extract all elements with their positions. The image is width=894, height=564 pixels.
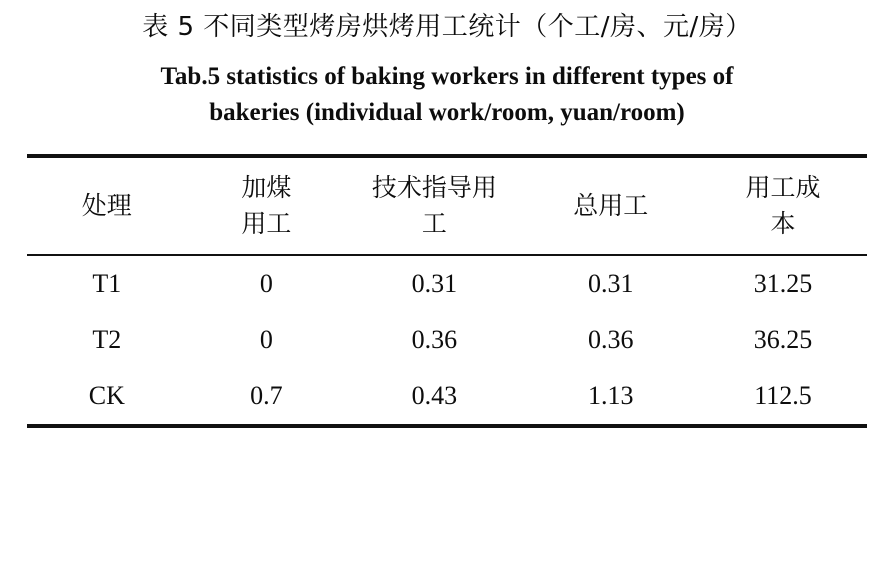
- column-header-labor-cost-line1: 用工成: [745, 172, 821, 202]
- column-header-coal-labor-line1: 加煤: [241, 172, 292, 202]
- column-header-treatment: [27, 156, 187, 256]
- column-header-coal-labor-line2: 用工: [241, 208, 292, 238]
- column-header-technical-guidance-labor-line2: 工: [421, 208, 447, 238]
- cell-total-labor: 0.36: [588, 325, 634, 355]
- cell-treatment: CK: [27, 368, 187, 426]
- cell-coal-labor: 0: [259, 269, 273, 299]
- statistics-table: [27, 154, 867, 429]
- cell-technical-guidance-labor: 0.43: [346, 368, 522, 426]
- cell-treatment: T1: [92, 269, 122, 299]
- table-caption-chinese: 表 5 不同类型烤房烘烤用工统计（个工/房、元/房）: [142, 12, 752, 42]
- cell-total-labor: 1.13: [523, 368, 699, 426]
- cell-technical-guidance-labor: 0.31: [411, 269, 458, 299]
- column-header-coal-labor: [187, 156, 347, 256]
- column-header-total-labor: [523, 156, 699, 256]
- column-header-treatment-line1: 处理: [81, 190, 132, 220]
- cell-coal-labor: 0.7: [187, 368, 347, 426]
- table-row: [27, 368, 867, 426]
- table-caption-english-line1: Tab.5 statistics of baking workers in different types of: [160, 63, 734, 91]
- table-row: [27, 255, 867, 312]
- column-header-labor-cost: [699, 156, 867, 256]
- cell-total-labor: 0.31: [588, 269, 634, 299]
- column-header-labor-cost-line2: 本: [770, 208, 796, 238]
- column-header-technical-guidance-labor-line1: 技术指导用: [371, 172, 497, 202]
- cell-technical-guidance-labor: 0.36: [411, 325, 458, 355]
- table-header-row: [27, 156, 867, 256]
- column-header-technical-guidance-labor: [346, 156, 522, 256]
- table-caption-english-line2: bakeries (individual work/room, yuan/room): [209, 99, 685, 127]
- cell-labor-cost: 36.25: [753, 325, 813, 355]
- column-header-total-labor-line1: 总用工: [573, 190, 649, 220]
- table-body: [27, 255, 867, 426]
- table-header: [27, 156, 867, 256]
- cell-coal-labor: 0: [259, 325, 273, 355]
- table-caption-english: [14, 59, 880, 132]
- cell-labor-cost: 31.25: [753, 269, 813, 299]
- cell-treatment: T2: [92, 325, 122, 355]
- cell-labor-cost: 112.5: [699, 368, 867, 426]
- table-row: [27, 312, 867, 368]
